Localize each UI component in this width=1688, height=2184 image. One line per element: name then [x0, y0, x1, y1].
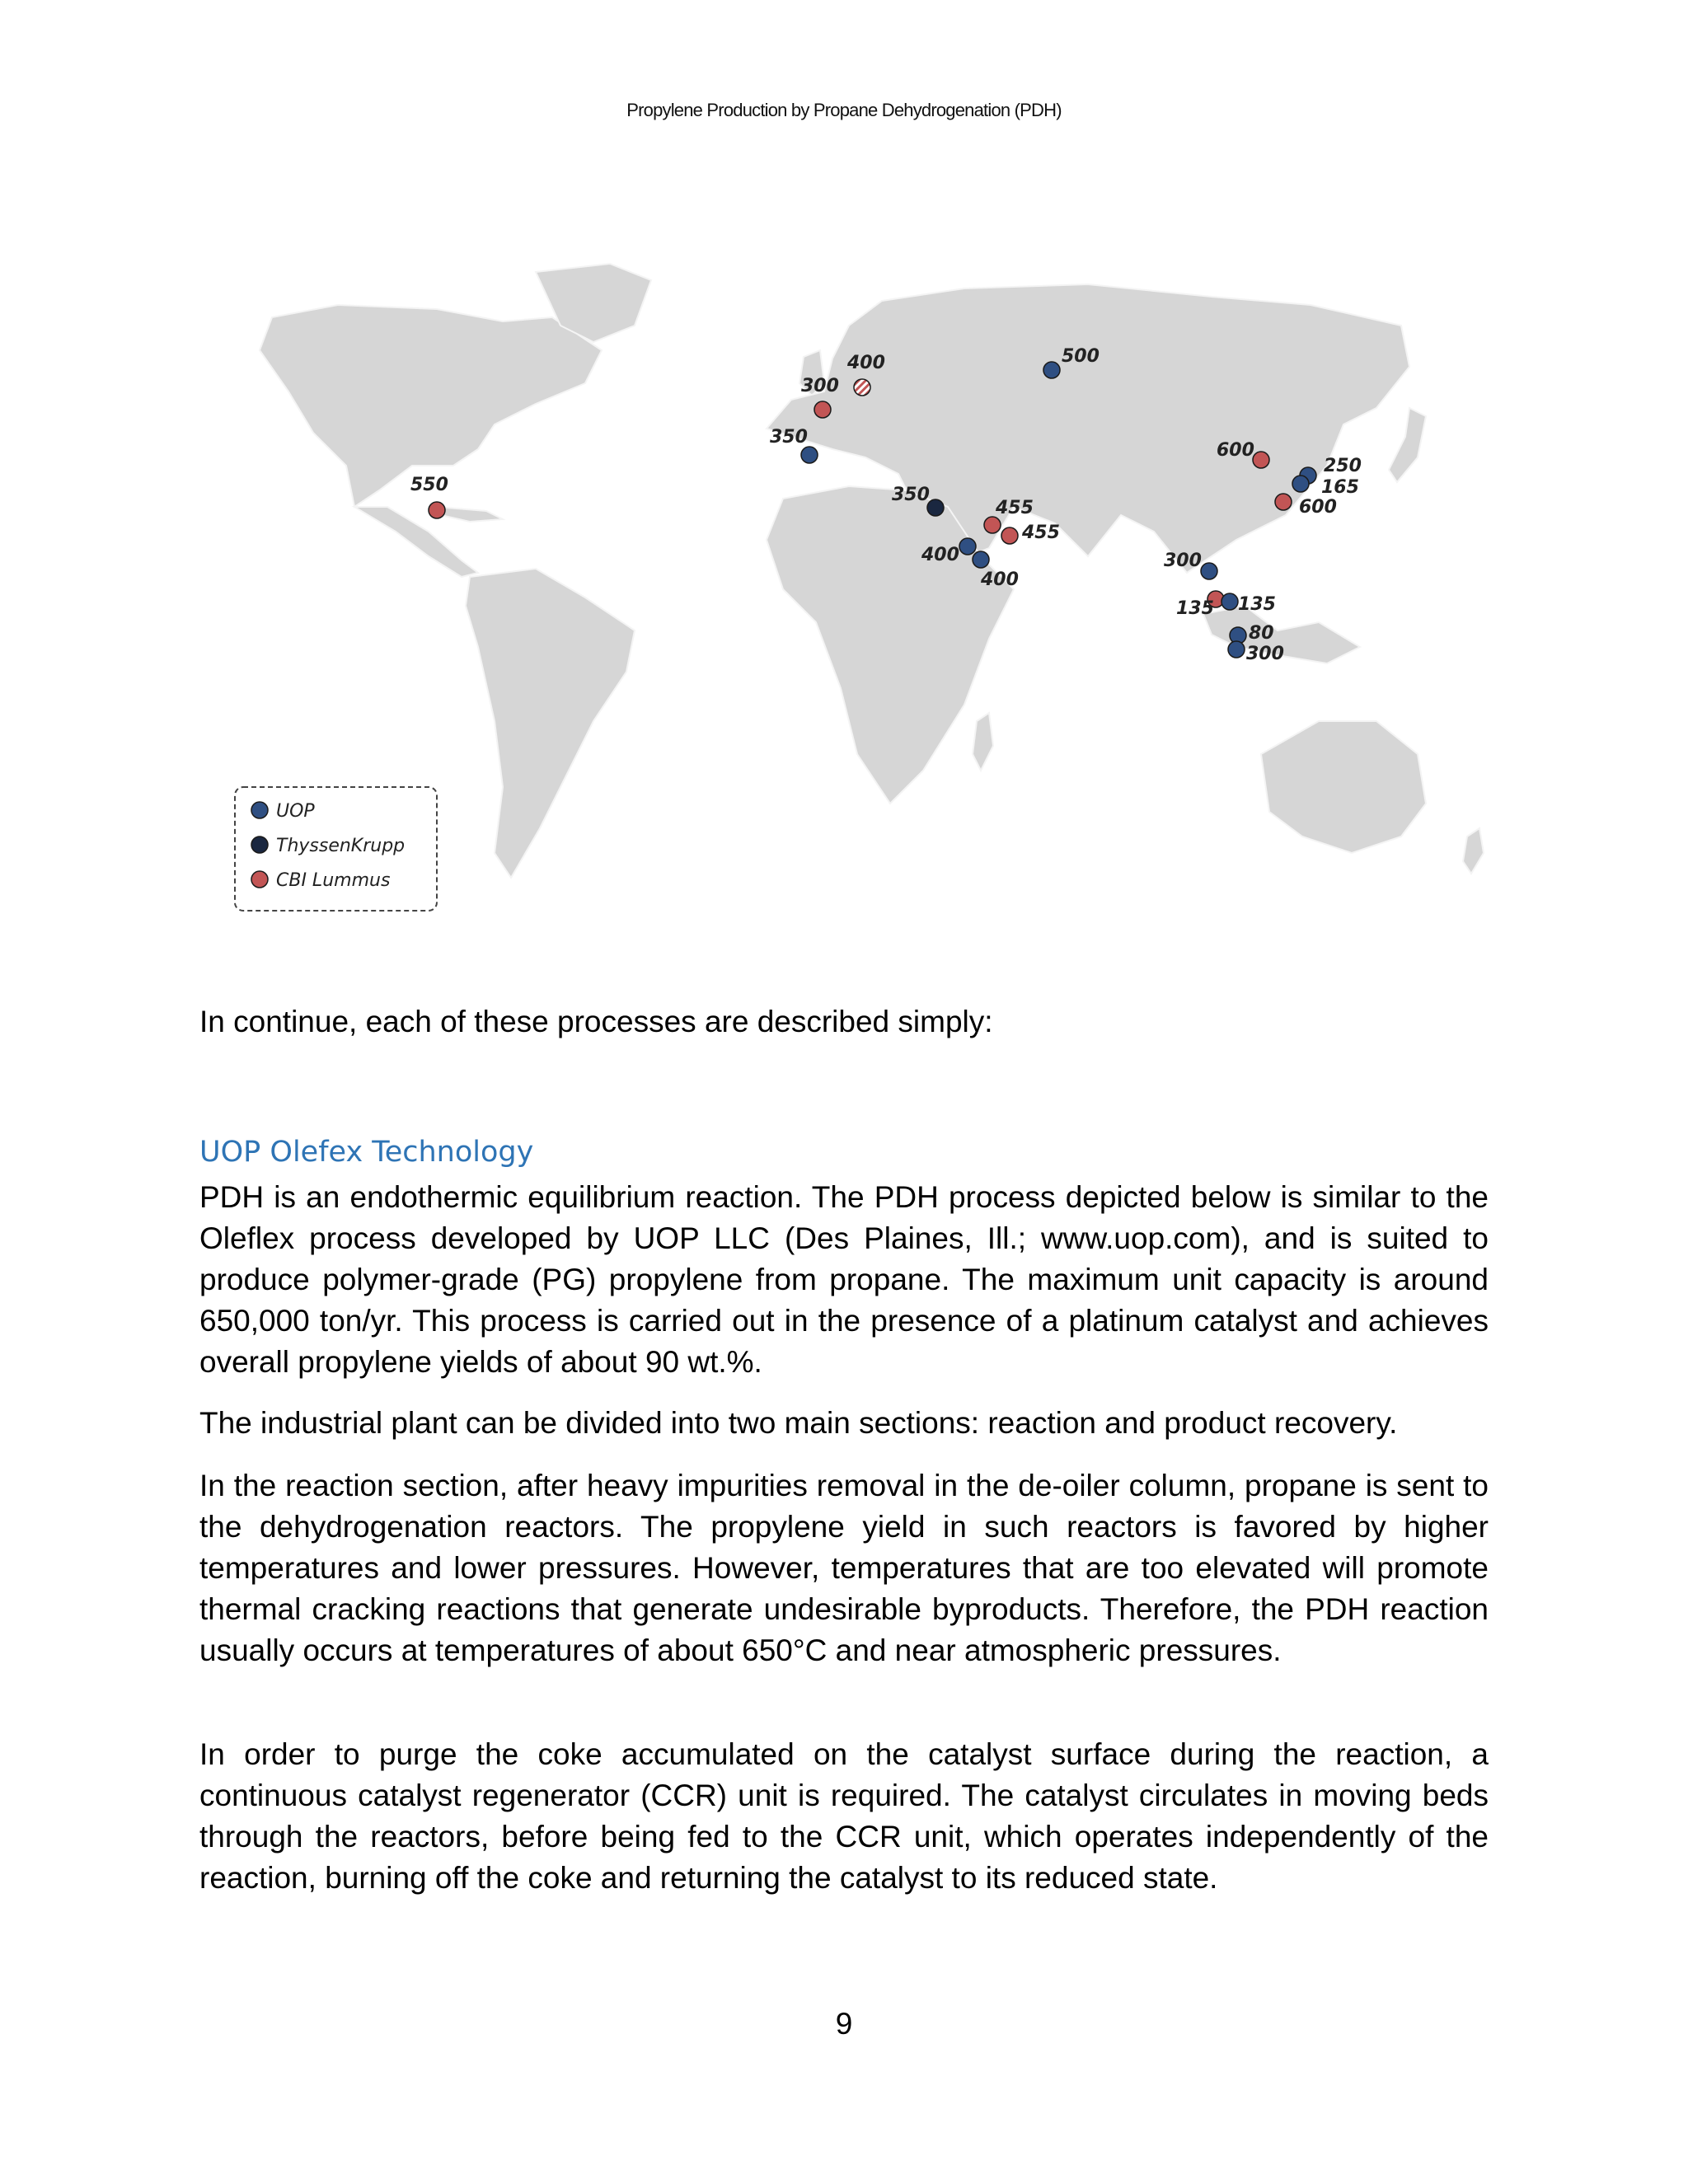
new-zealand-landmass	[1463, 828, 1484, 874]
plant-capacity-label: 455	[1022, 523, 1060, 543]
plant-capacity-label: 250	[1324, 456, 1362, 476]
plant-capacity-label: 165	[1321, 477, 1359, 498]
plant-marker-uop	[1292, 476, 1309, 492]
legend-swatch-thyssenkrupp	[251, 837, 268, 853]
paragraph-plant-sections: The industrial plant can be divided into two main sections: reaction and product recovery.	[199, 1406, 1398, 1440]
caribbean-islands	[437, 507, 503, 522]
legend	[235, 787, 437, 911]
pdh-plant-world-map	[223, 260, 1508, 919]
plant-marker-uop	[1043, 362, 1060, 378]
plant-capacity-label: 135	[1238, 594, 1276, 615]
plant-marker-uop	[973, 551, 989, 568]
madagascar-landmass	[973, 713, 993, 771]
plant-capacity-label: 135	[1176, 598, 1214, 619]
legend-label-uop: UOP	[276, 801, 315, 822]
plant-marker-cbi-lummus	[984, 517, 1001, 533]
plant-marker-uop	[1201, 563, 1217, 579]
plant-capacity-label: 600	[1299, 497, 1337, 518]
japan-landmass	[1389, 408, 1426, 482]
plant-marker-cbi-lummus	[814, 401, 831, 418]
plant-capacity-label: 500	[1062, 346, 1100, 367]
plant-marker-cbi-lummus	[1253, 452, 1269, 468]
legend-swatch-uop	[251, 802, 268, 818]
intro-sentence: In continue, each of these processes are described simply:	[199, 1005, 993, 1038]
plant-capacity-label: 80	[1249, 623, 1274, 644]
plant-capacity-label: 350	[770, 427, 808, 448]
page-number: 9	[835, 2007, 853, 2041]
plant-marker-uop	[801, 447, 818, 463]
plant-capacity-label: 550	[410, 475, 448, 495]
plant-marker-cbi-lummus	[429, 502, 445, 518]
running-header: Propylene Production by Propane Dehydrogenation (PDH)	[626, 100, 1062, 120]
plant-capacity-label: 300	[1246, 644, 1284, 664]
plant-marker-uop	[1221, 593, 1238, 610]
legend-swatch-cbi-lummus	[251, 871, 268, 888]
plant-marker-cbi-lummus	[1275, 494, 1292, 510]
plant-capacity-label: 400	[981, 569, 1019, 590]
legend-label-cbi-lummus: CBI Lummus	[276, 870, 391, 891]
plant-marker-thyssenkrupp	[927, 499, 944, 516]
plant-marker-uop	[959, 538, 976, 555]
south-america-landmass	[466, 569, 635, 878]
plant-capacity-label: 600	[1217, 440, 1254, 461]
paragraph-ccr-unit: In order to purge the coke accumulated on the catalyst surface during the reaction, a continuous catalyst regenerator (CCR) unit is required. The catalyst circulates in moving beds through the reactors, before being fed to the CCR unit, which operates independently of the reaction, burning off the coke and returning the catalyst to its reduced state.	[199, 1737, 1489, 1895]
plant-capacity-label: 300	[1164, 551, 1202, 571]
australia-landmass	[1261, 721, 1426, 853]
world-map-svg	[223, 260, 1508, 919]
paragraph-reaction-section: In the reaction section, after heavy impurities removal in the de-oiler column, propane is sent to the dehydrogenation reactors. The propylene yield in such reactors is favored by higher temperatures and lower pressures. However, temperatures that are too elevated will promote thermal cracking reactions that generate undesirable byproducts. Therefore, the PDH reaction usually occurs at temperatures of about 650°C and near atmospheric pressures.	[199, 1469, 1489, 1667]
plant-capacity-label: 400	[847, 353, 885, 373]
plant-marker-cbi-lummus	[1001, 527, 1018, 544]
plant-capacity-label: 400	[921, 545, 959, 565]
plant-capacity-label: 300	[801, 376, 839, 396]
plant-marker-uop	[1228, 641, 1245, 658]
paragraph-pdh-overview: PDH is an endothermic equilibrium reaction. The PDH process depicted below is similar to the Oleflex process developed by UOP LLC (Des Plaines, Ill.; www.uop.com), and is suited to produce polymer-grade (PG) propylene from propane. The maximum unit capacity is around 650,000 ton/yr. This process is carried out in the presence of a platinum catalyst and achieves overall propylene yields of about 90 wt.%.	[199, 1180, 1489, 1379]
legend-label-thyssenkrupp: ThyssenKrupp	[276, 836, 406, 856]
plant-marker-cbi-lummus	[854, 379, 870, 396]
plant-capacity-label: 455	[996, 498, 1034, 518]
plant-capacity-label: 350	[892, 485, 930, 505]
section-heading: UOP Olefex Technology	[199, 1136, 534, 1169]
